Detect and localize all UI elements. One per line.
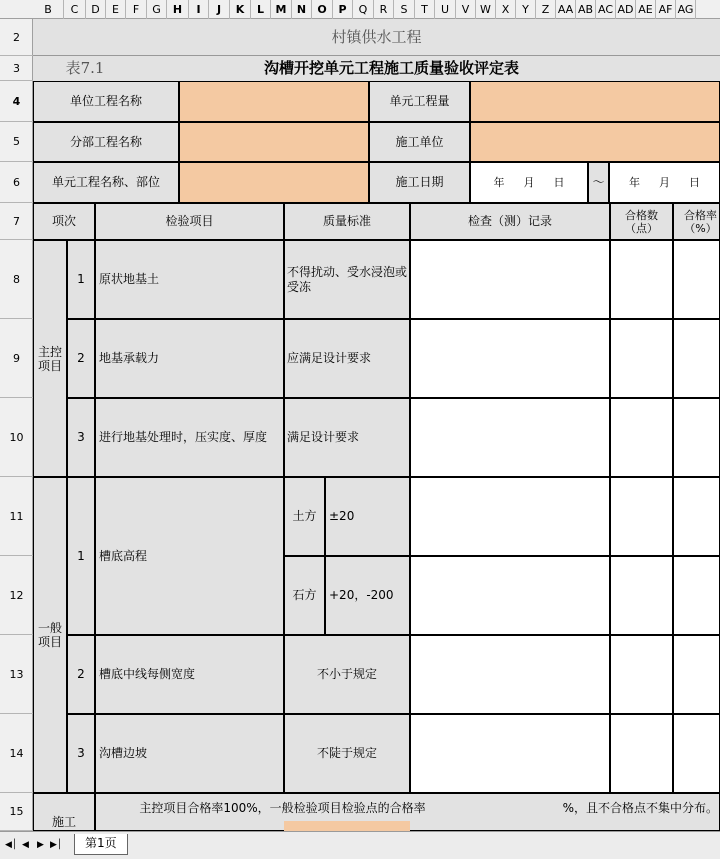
earth-pass-rate[interactable] — [673, 477, 720, 556]
date-tilde: ～ — [588, 162, 609, 203]
project-header[interactable]: 村镇供水工程 — [33, 19, 720, 56]
row-header-11[interactable]: 11 — [0, 477, 33, 556]
column-header-ac[interactable]: AC — [596, 0, 616, 19]
main-item-2-record[interactable] — [410, 319, 610, 398]
column-header-j[interactable]: J — [209, 0, 230, 19]
column-header-ag[interactable]: AG — [676, 0, 696, 19]
col-record[interactable]: 检查（测）记录 — [410, 203, 610, 240]
row-header-bar — [0, 19, 33, 831]
earth-pass-count[interactable] — [610, 477, 673, 556]
column-header-f[interactable]: F — [126, 0, 147, 19]
column-header-t[interactable]: T — [415, 0, 435, 19]
main-item-2-standard[interactable]: 应满足设计要求 — [284, 319, 410, 398]
col-quality-standard[interactable]: 质量标准 — [284, 203, 410, 240]
construction-unit-input[interactable] — [470, 122, 720, 162]
column-header-ab[interactable]: AB — [576, 0, 596, 19]
general-item-3-name[interactable]: 沟槽边坡 — [95, 714, 284, 793]
column-header-v[interactable]: V — [456, 0, 476, 19]
main-item-2-no[interactable]: 2 — [67, 319, 95, 398]
row-header-13[interactable]: 13 — [0, 635, 33, 714]
column-header-h[interactable]: H — [167, 0, 189, 19]
main-item-3-pass-count[interactable] — [610, 398, 673, 477]
general-item-2-standard[interactable]: 不小于规定 — [284, 635, 410, 714]
date-from-input[interactable]: 年 月 日 — [470, 162, 588, 203]
general-item-2-name[interactable]: 槽底中线每侧宽度 — [95, 635, 284, 714]
column-header-r[interactable]: R — [374, 0, 394, 19]
first-sheet-icon[interactable]: ◀│ — [5, 840, 18, 850]
row-header-4[interactable]: 4 — [0, 81, 33, 122]
general-item-2-no[interactable]: 2 — [67, 635, 95, 714]
column-header-e[interactable]: E — [106, 0, 126, 19]
earth-standard[interactable]: ±20 — [325, 477, 410, 556]
column-header-d[interactable]: D — [86, 0, 106, 19]
main-item-3-no[interactable]: 3 — [67, 398, 95, 477]
unit-work-quantity-label[interactable]: 单元工程量 — [369, 81, 470, 122]
last-sheet-icon[interactable]: ▶│ — [50, 840, 63, 850]
row-header-8[interactable]: 8 — [0, 240, 33, 319]
construction-unit-label[interactable]: 施工单位 — [369, 122, 470, 162]
sheet-tab-page-1[interactable]: 第1页 — [74, 834, 128, 855]
main-item-2-pass-rate[interactable] — [673, 319, 720, 398]
column-header-ae[interactable]: AE — [636, 0, 656, 19]
column-header-s[interactable]: S — [394, 0, 415, 19]
main-control-label[interactable]: 主控 项目 — [33, 240, 67, 477]
row-header-2[interactable]: 2 — [0, 19, 33, 56]
general-item-2-record[interactable] — [410, 635, 610, 714]
row15-rate-input[interactable] — [284, 821, 410, 831]
row-header-6[interactable]: 6 — [0, 162, 33, 203]
main-item-1-name[interactable]: 原状地基土 — [95, 240, 284, 319]
earth-label[interactable]: 土方 — [284, 477, 325, 556]
column-header-y[interactable]: Y — [516, 0, 536, 19]
sheet-tab-bar — [0, 831, 720, 859]
col-inspection-item[interactable]: 检验项目 — [95, 203, 284, 240]
main-item-2-name[interactable]: 地基承载力 — [95, 319, 284, 398]
column-header-af[interactable]: AF — [656, 0, 676, 19]
sheet-grid — [33, 19, 720, 831]
row-header-3[interactable]: 3 — [0, 56, 33, 81]
main-item-3-name[interactable]: 进行地基处理时，压实度、厚度 — [95, 398, 284, 477]
row-header-15[interactable]: 15 — [0, 793, 33, 831]
column-header-aa[interactable]: AA — [556, 0, 576, 19]
main-item-3-standard[interactable]: 满足设计要求 — [284, 398, 410, 477]
general-item-3-standard[interactable]: 不陡于规定 — [284, 714, 410, 793]
column-header-w[interactable]: W — [476, 0, 496, 19]
general-item-3-no[interactable]: 3 — [67, 714, 95, 793]
unit-name-location-label[interactable]: 单元工程名称、部位 — [33, 162, 179, 203]
col-pass-count[interactable]: 合格数 （点） — [610, 203, 673, 240]
column-header-x[interactable]: X — [496, 0, 516, 19]
column-header-u[interactable]: U — [435, 0, 456, 19]
column-header-b[interactable]: B — [33, 0, 64, 19]
general-item-3-pass-rate[interactable] — [673, 714, 720, 793]
column-header-ad[interactable]: AD — [616, 0, 636, 19]
rock-pass-count[interactable] — [610, 556, 673, 635]
column-header-p[interactable]: P — [333, 0, 353, 19]
main-item-1-no[interactable]: 1 — [67, 240, 95, 319]
row-header-14[interactable]: 14 — [0, 714, 33, 793]
prev-sheet-icon[interactable]: ◀ — [22, 840, 29, 850]
row15-text-2: %，且不合格点不集中分布。 — [562, 800, 718, 815]
column-header-o[interactable]: O — [312, 0, 333, 19]
general-item-1-no[interactable]: 1 — [67, 477, 95, 635]
date-to-input[interactable]: 年 月 日 — [609, 162, 720, 203]
next-sheet-icon[interactable]: ▶ — [37, 840, 44, 850]
main-item-3-pass-rate[interactable] — [673, 398, 720, 477]
unit-project-name-input[interactable] — [179, 81, 369, 122]
main-item-2-pass-count[interactable] — [610, 319, 673, 398]
column-header-n[interactable]: N — [292, 0, 312, 19]
table-number[interactable]: 表7.1 — [33, 56, 137, 81]
unit-work-quantity-input[interactable] — [470, 81, 720, 122]
main-item-1-pass-rate[interactable] — [673, 240, 720, 319]
rock-pass-rate[interactable] — [673, 556, 720, 635]
sub-project-name-input[interactable] — [179, 122, 369, 162]
column-header-z[interactable]: Z — [536, 0, 556, 19]
main-item-3-record[interactable] — [410, 398, 610, 477]
row-header-7[interactable]: 7 — [0, 203, 33, 240]
column-header-bar — [0, 0, 720, 19]
unit-project-name-label[interactable]: 单位工程名称 — [33, 81, 179, 122]
construction-date-label[interactable]: 施工日期 — [369, 162, 470, 203]
construction-self-eval-label[interactable]: 施工 — [33, 793, 95, 831]
general-item-3-pass-count[interactable] — [610, 714, 673, 793]
row15-text-1: 主控项目合格率100%，一般检验项目检验点的合格率 — [139, 800, 426, 815]
general-item-2-pass-rate[interactable] — [673, 635, 720, 714]
row-header-9[interactable]: 9 — [0, 319, 33, 398]
general-item-2-pass-count[interactable] — [610, 635, 673, 714]
main-item-1-record[interactable] — [410, 240, 610, 319]
rock-standard[interactable]: +20，-200 — [325, 556, 410, 635]
col-pass-rate[interactable]: 合格率 （%） — [673, 203, 720, 240]
general-item-1-name[interactable]: 槽底高程 — [95, 477, 284, 635]
rock-record[interactable] — [410, 556, 610, 635]
column-header-k[interactable]: K — [230, 0, 251, 19]
column-header-m[interactable]: M — [271, 0, 292, 19]
column-header-i[interactable]: I — [189, 0, 209, 19]
row-header-12[interactable]: 12 — [0, 556, 33, 635]
form-title[interactable]: 沟槽开挖单元工程施工质量验收评定表 — [137, 56, 720, 81]
general-item-3-record[interactable] — [410, 714, 610, 793]
rock-label[interactable]: 石方 — [284, 556, 325, 635]
row-header-10[interactable]: 10 — [0, 398, 33, 477]
sub-project-name-label[interactable]: 分部工程名称 — [33, 122, 179, 162]
main-item-1-standard[interactable]: 不得扰动、受水浸泡或受冻 — [284, 240, 410, 319]
col-item-no[interactable]: 项次 — [33, 203, 95, 240]
main-item-1-pass-count[interactable] — [610, 240, 673, 319]
column-header-c[interactable]: C — [64, 0, 86, 19]
column-header-g[interactable]: G — [147, 0, 167, 19]
column-header-q[interactable]: Q — [353, 0, 374, 19]
earth-record[interactable] — [410, 477, 610, 556]
unit-name-location-input[interactable] — [179, 162, 369, 203]
general-items-label[interactable]: 一般 项目 — [33, 477, 67, 793]
row-header-5[interactable]: 5 — [0, 122, 33, 162]
column-header-l[interactable]: L — [251, 0, 271, 19]
